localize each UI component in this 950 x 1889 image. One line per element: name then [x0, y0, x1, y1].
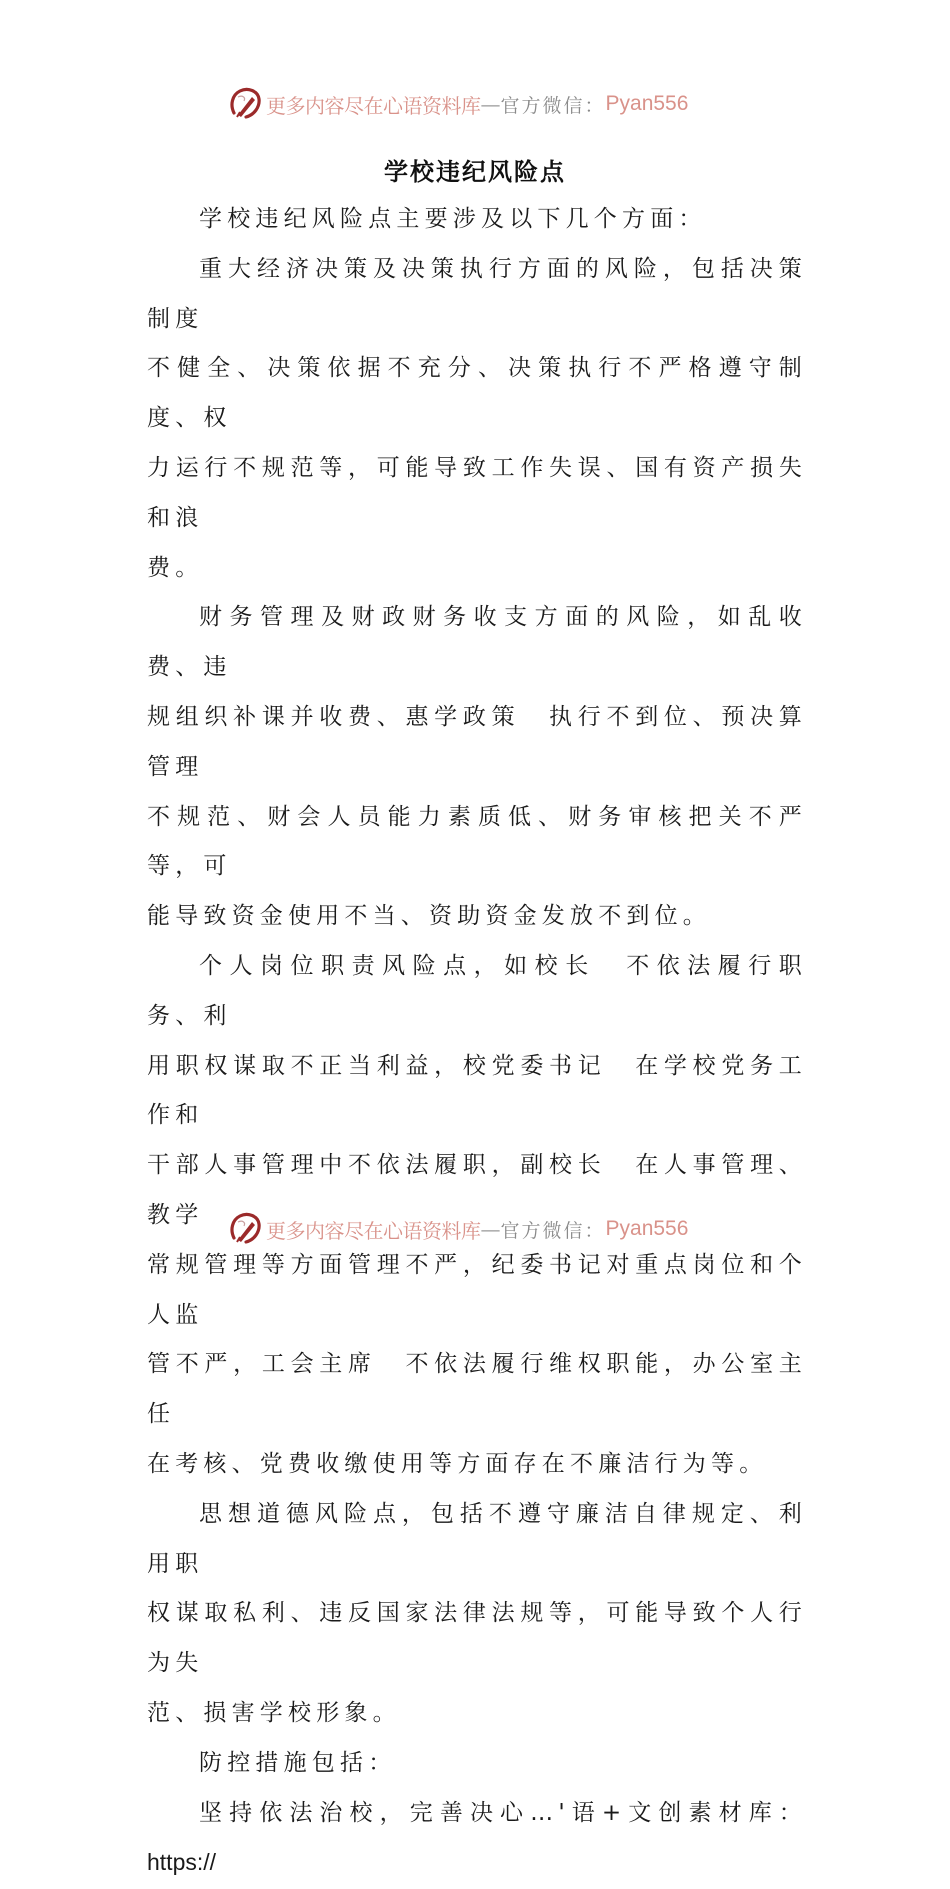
paragraph-line: 常规管理等方面管理不严，纪委书记对重点岗位和个人监	[147, 1241, 807, 1341]
watermark-wechat-id: Pyan556	[606, 92, 689, 116]
paragraph-line: 费。	[147, 544, 807, 594]
paragraph-line: 不健全、决策依据不充分、决策执行不严格遵守制度、权	[147, 344, 807, 444]
paragraph-line: 规组织补课并收费、惠学政策 执行不到位、预决算管理	[147, 693, 807, 793]
paragraph-intro	[147, 195, 807, 245]
watermark-dash: —	[481, 1217, 501, 1241]
paragraph-line	[147, 1789, 807, 1889]
paragraph-line: 思想道德风险点，包括不遵守廉洁自律规定、利用职	[147, 1490, 807, 1590]
paragraph-economic-decision-risk	[147, 245, 807, 594]
paragraph-line: 财务管理及财政财务收支方面的风险，如乱收费、违	[147, 593, 807, 693]
paragraph-prevention-heading	[147, 1739, 807, 1789]
paragraph-line: 学校违纪风险点主要涉及以下几个方面：	[147, 195, 807, 245]
truncated-url-link[interactable]: https://	[147, 1849, 216, 1875]
paragraph-line: 管不严，工会主席 不依法履行维权职能，办公室主任	[147, 1340, 807, 1440]
watermark-wechat-id: Pyan556	[606, 1217, 689, 1241]
quill-pen-logo-icon	[228, 1212, 262, 1246]
paragraph-prevention-measures	[147, 1789, 807, 1889]
paragraph-line: 重大经济决策及决策执行方面的风险，包括决策制度	[147, 245, 807, 345]
paragraph-line: 在考核、党费收缴使用等方面存在不廉洁行为等。	[147, 1440, 807, 1490]
watermark-main-text: 更多内容尽在心语资料库	[266, 1215, 481, 1244]
paragraph-line: 个人岗位职责风险点，如校长 不依法履行职务、利	[147, 942, 807, 1042]
paragraph-moral-risk	[147, 1490, 807, 1739]
paragraph-line: 权谋取私利、违反国家法律法规等，可能导致个人行为失	[147, 1589, 807, 1689]
paragraph-line: 能导致资金使用不当、资助资金发放不到位。	[147, 892, 807, 942]
paragraph-line: 防控措施包括：	[147, 1739, 807, 1789]
paragraph-text: 坚持依法治校，完善决心…'语+文创素材库：	[199, 1800, 807, 1826]
paragraph-financial-risk	[147, 593, 807, 942]
paragraph-line: 不规范、财会人员能力素质低、财务审核把关不严等，可	[147, 793, 807, 893]
watermark-footer	[228, 1209, 728, 1249]
paragraph-line: 用职权谋取不正当利益，校党委书记 在学校党务工作和	[147, 1042, 807, 1142]
watermark-header	[228, 84, 728, 124]
watermark-wechat-label: 官方微信：	[501, 91, 606, 118]
quill-pen-logo-icon	[228, 87, 262, 121]
document-body	[147, 195, 807, 1889]
watermark-dash: —	[481, 92, 501, 116]
paragraph-line: 力运行不规范等，可能导致工作失误、国有资产损失和浪	[147, 444, 807, 544]
watermark-wechat-label: 官方微信：	[501, 1216, 606, 1243]
paragraph-line: 干部人事管理中不依法履职，副校长 在人事管理、教学	[147, 1141, 807, 1241]
watermark-main-text: 更多内容尽在心语资料库	[266, 90, 481, 119]
paragraph-line: 范、损害学校形象。	[147, 1689, 807, 1739]
document-title: 学校违纪风险点	[0, 152, 950, 187]
